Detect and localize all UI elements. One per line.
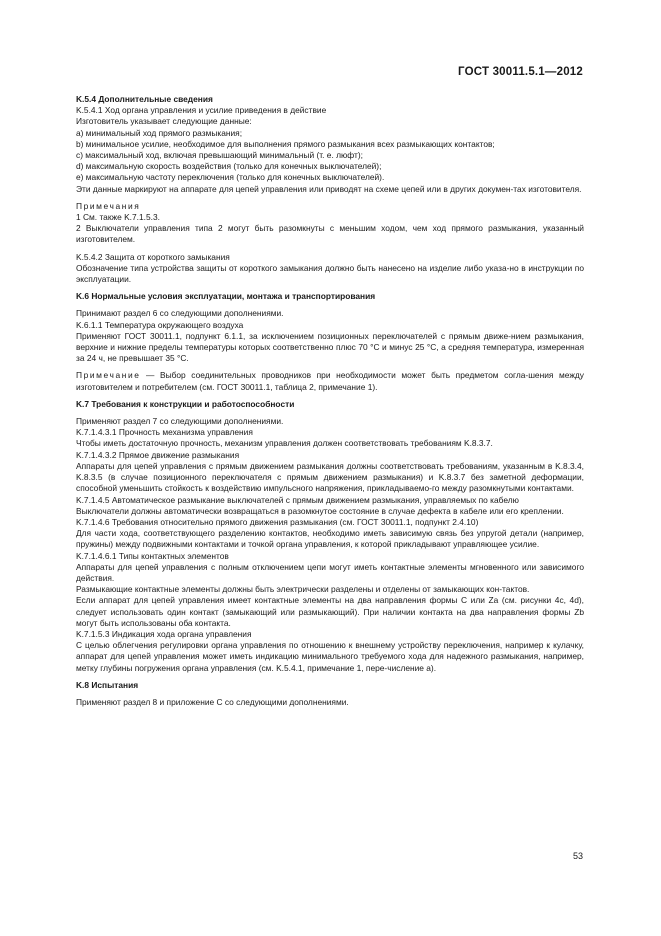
paragraph: e) максимальную частоту переключения (только для конечных выключателей). [76,172,385,183]
paragraph: Аппараты для цепей управления с прямым движением размыкания должны соответствовать требованиям, указанным в K.8.3.4, K.8.3.5 (в случае позиционного переключателя с прямым движением размыкания) и K.8.3.7 без заметной деформации, способной уменьшить стойкость к воздействию импульсного напряжения, прикладываемо-го между разомкнутыми контактами. [76,460,584,494]
section-heading: K.7 Требования к конструкции и работоспособности [76,398,295,409]
paragraph: Выключатели должны автоматически возвращаться в разомкнутое состояние в случае дефекта в кабеле или его креплении. [76,505,564,516]
paragraph: a) минимальный ход прямого размыкания; [76,127,243,138]
paragraph: Принимают раздел 6 со следующими дополнениями. [76,308,284,319]
paragraph: K.7.1.4.6.1 Типы контактных элементов [76,550,229,561]
paragraph: K.7.1.5.3 Индикация хода органа управления [76,628,252,639]
paragraph: С целью облегчения регулировки органа управления по отношению к внешнему устройству переключения, например к кулачку, аппарат для цепей управления может иметь индикацию минимального требуемого хода для надежного размыкания, например, метку глубины погружения органа управления (см. K.5.4.1, примечание 1, пере-числение а). [76,640,584,673]
paragraph: Эти данные маркируют на аппарате для цепей управления или приводят на схеме цепей или в других докумен-тах изготовителя. [76,183,582,194]
paragraph: Применяют раздел 8 и приложение C со следующими дополнениями. [76,696,349,707]
paragraph: K.5.4.2 Защита от короткого замыкания [76,251,230,262]
paragraph: Чтобы иметь достаточную прочность, механизм управления должен соответствовать требованиям K.8.3.7. [76,438,493,449]
paragraph: K.7.1.4.5 Автоматическое размыкание выключателей с прямым движением размыкания, управляемых по кабелю [76,494,519,505]
section-heading: K.5.4 Дополнительные сведения [76,94,213,104]
note-paragraph [76,370,584,392]
page-number: 53 [572,851,583,861]
paragraph: Если аппарат для цепей управления имеет контактные элементы на два направления формы C или Za (см. рисунки 4c, 4d), следует использовать один контакт (замыкающий или размыкающий). При наличии контакта на два направления формы Zb могут быть использованы оба контакта. [76,595,584,628]
paragraph: Применяют раздел 7 со следующими дополнениями. [76,416,284,427]
paragraph: Для части хода, соответствующего разделению контактов, необходимо иметь зависимую связь без упругой детали (например, пружины) между подвижными контактами и точкой органа управления, к которой прикладывают управляющее усилие. [76,528,584,550]
note-text: — Выбор соединительных проводников при необходимости может быть предметом согла-шения между изготовителем и потребителем (см. ГОСТ 30011.1, таблица 2, примечание 1). [76,370,584,392]
paragraph: Аппараты для цепей управления с полным отключением цепи могут иметь контактные элементы мгновенного или зависимого действия. [76,561,584,583]
paragraph: K.7.1.4.6 Требования относительно прямого движения размыкания (см. ГОСТ 30011.1, подпункт 2.4.10) [76,516,479,527]
paragraph: K.5.4.1 Ход органа управления и усилие приведения в действие [76,105,327,116]
paragraph: K.6.1.1 Температура окружающего воздуха [76,319,244,330]
paragraph: Применяют ГОСТ 30011.1, подпункт 6.1.1, за исключением позиционных переключателей с прямым движе-нием размыкания, верхние и нижние пределы температуры которых соответственно плюс 70 °С и минус 25 °С, а средняя температура, измеренная за 24 ч, не превышает 35 °С. [76,330,584,364]
document-body [76,94,584,708]
paragraph: K.7.1.4.3.2 Прямое движение размыкания [76,449,240,460]
paragraph: 2 Выключатели управления типа 2 могут быть разомкнуты с меньшим ходом, чем ход прямого размыкания, указанный изготовителем. [76,223,584,245]
paragraph: K.7.1.4.3.1 Прочность механизма управления [76,427,253,438]
document-code-header: ГОСТ 30011.5.1—2012 [458,66,583,78]
notes-heading: Примечания [76,200,141,211]
section-heading: K.8 Испытания [76,679,139,690]
paragraph: 1 См. также K.7.1.5.3. [76,212,160,223]
paragraph: b) минимальное усилие, необходимое для выполнения прямого размыкания всех размыкающих контактов; [76,138,495,149]
paragraph: Изготовитель указывает следующие данные: [76,116,252,127]
note-label: Примечание [76,370,141,381]
paragraph: c) максимальный ход, включая превышающий минимальный (т. е. люфт); [76,150,363,161]
paragraph: Размыкающие контактные элементы должны быть электрически разделены и отделены от замыкающих кон-тактов. [76,584,530,595]
paragraph: d) максимальную скорость воздействия (только для конечных выключателей); [76,161,382,172]
paragraph: Обозначение типа устройства защиты от короткого замыкания должно быть нанесено на изделие либо указа-но в инструкции по эксплуатации. [76,262,584,285]
section-heading: K.6 Нормальные условия эксплуатации, монтажа и транспортирования [76,291,376,302]
